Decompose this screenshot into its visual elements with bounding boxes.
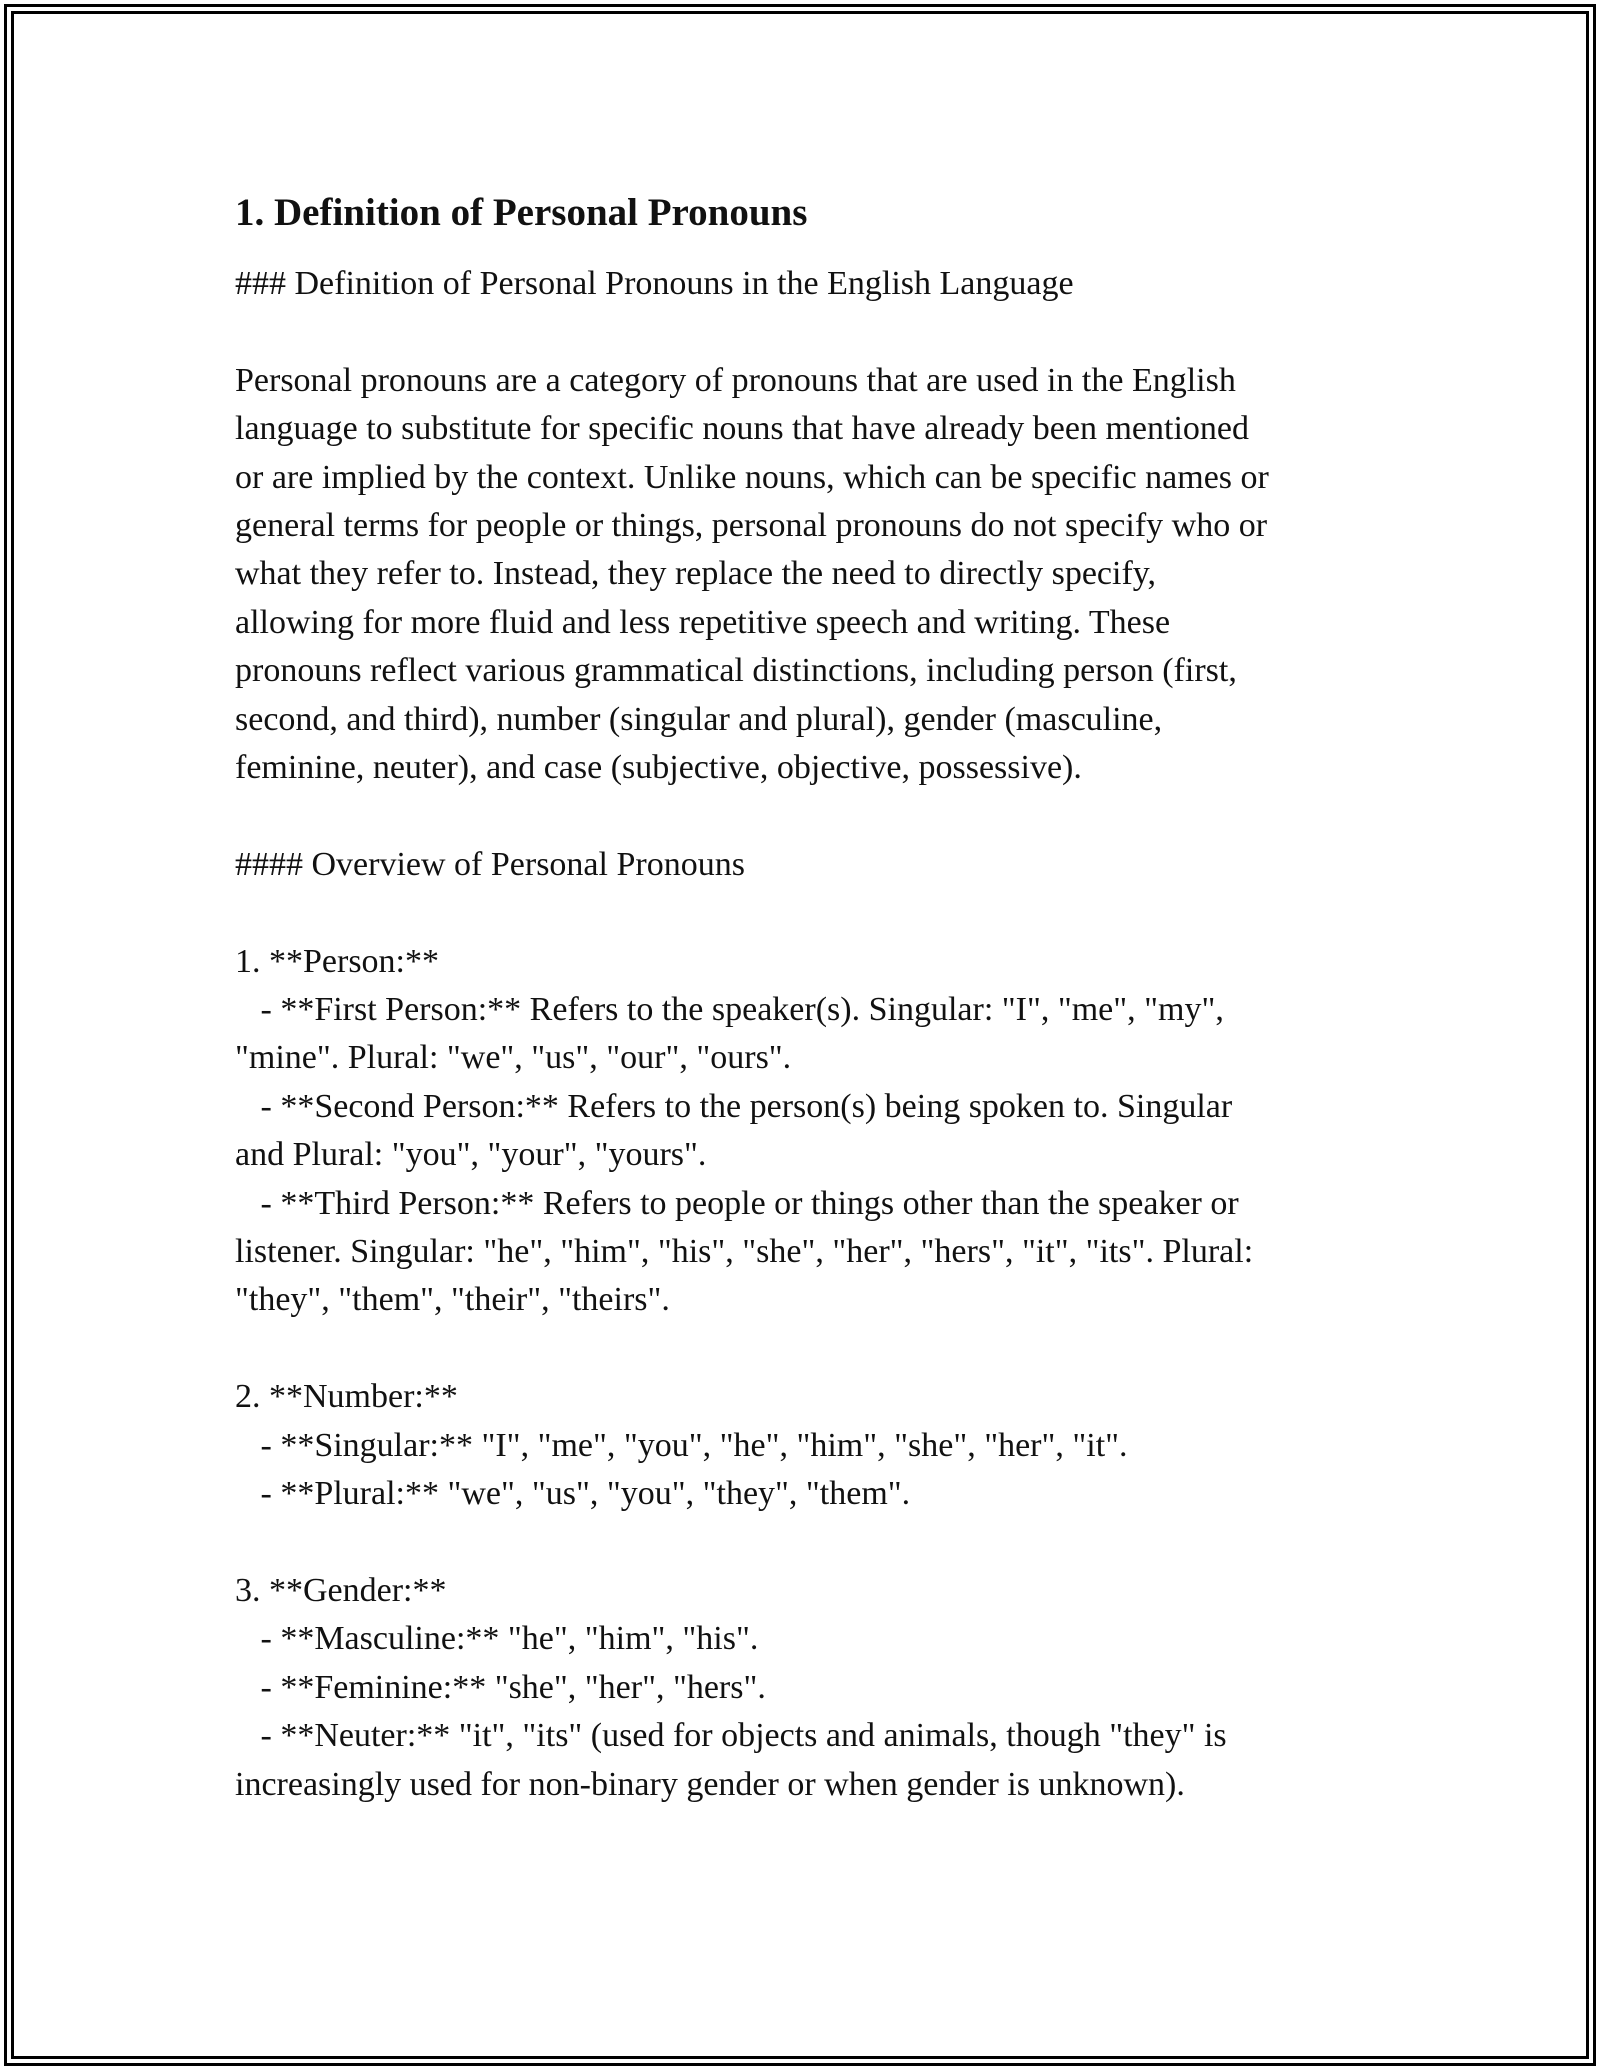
- text-line: 1. **Person:**: [235, 942, 439, 980]
- text-line: increasingly used for non-binary gender or when gender is unknown).: [235, 1765, 1185, 1803]
- text-line: or are implied by the context. Unlike nouns, which can be specific names or: [235, 458, 1269, 496]
- person-list: [235, 938, 1375, 1325]
- definition-paragraph: [235, 357, 1375, 793]
- blank-line: [235, 792, 1375, 840]
- text-line: 3. **Gender:**: [235, 1571, 447, 1609]
- text-line: second, and third), number (singular and plural), gender (masculine,: [235, 700, 1163, 738]
- blank-line: [235, 1519, 1375, 1567]
- text-line: feminine, neuter), and case (subjective, objective, possessive).: [235, 749, 1082, 787]
- blank-line: [235, 889, 1375, 937]
- document-text: [235, 260, 1375, 1809]
- text-line: - **Second Person:** Refers to the person(s) being spoken to. Singular: [235, 1087, 1233, 1125]
- gender-list: [235, 1567, 1375, 1809]
- text-line: - **Third Person:** Refers to people or things other than the speaker or: [235, 1184, 1239, 1222]
- overview-heading-block: [235, 841, 1375, 889]
- text-line: "they", "them", "their", "theirs".: [235, 1281, 670, 1319]
- blank-line: [235, 1325, 1375, 1373]
- text-line: - **Masculine:** "he", "him", "his".: [235, 1620, 759, 1658]
- text-line: - **Plural:** "we", "us", "you", "they", "them".: [235, 1475, 911, 1513]
- text-line: listener. Singular: "he", "him", "his", "she", "her", "hers", "it", "its". Plural:: [235, 1233, 1254, 1271]
- text-line: 2. **Number:**: [235, 1378, 458, 1416]
- text-line: Personal pronouns are a category of pronouns that are used in the English: [235, 361, 1236, 399]
- text-line: language to substitute for specific nouns that have already been mentioned: [235, 410, 1250, 448]
- section-heading: 1. Definition of Personal Pronouns: [235, 191, 808, 234]
- text-line: - **Neuter:** "it", "its" (used for objects and animals, though "they" is: [235, 1717, 1227, 1755]
- blank-line: [235, 308, 1375, 356]
- text-line: - **Singular:** "I", "me", "you", "he", "him", "she", "her", "it".: [235, 1426, 1128, 1464]
- text-line: #### Overview of Personal Pronouns: [235, 845, 745, 883]
- text-line: what they refer to. Instead, they replace the need to directly specify,: [235, 555, 1157, 593]
- text-line: "mine". Plural: "we", "us", "our", "ours".: [235, 1039, 792, 1077]
- text-line: general terms for people or things, personal pronouns do not specify who or: [235, 507, 1268, 545]
- text-line: - **First Person:** Refers to the speaker(s). Singular: "I", "me", "my",: [235, 991, 1224, 1029]
- text-line: - **Feminine:** "she", "her", "hers".: [235, 1668, 766, 1706]
- text-line: ### Definition of Personal Pronouns in the English Language: [235, 265, 1074, 302]
- text-line: and Plural: "you", "your", "yours".: [235, 1136, 707, 1174]
- document-body: [235, 186, 1375, 1809]
- text-line: allowing for more fluid and less repetitive speech and writing. These: [235, 603, 1171, 641]
- number-list: [235, 1373, 1375, 1518]
- text-line: pronouns reflect various grammatical distinctions, including person (first,: [235, 652, 1237, 690]
- subheading-block: [235, 260, 1375, 308]
